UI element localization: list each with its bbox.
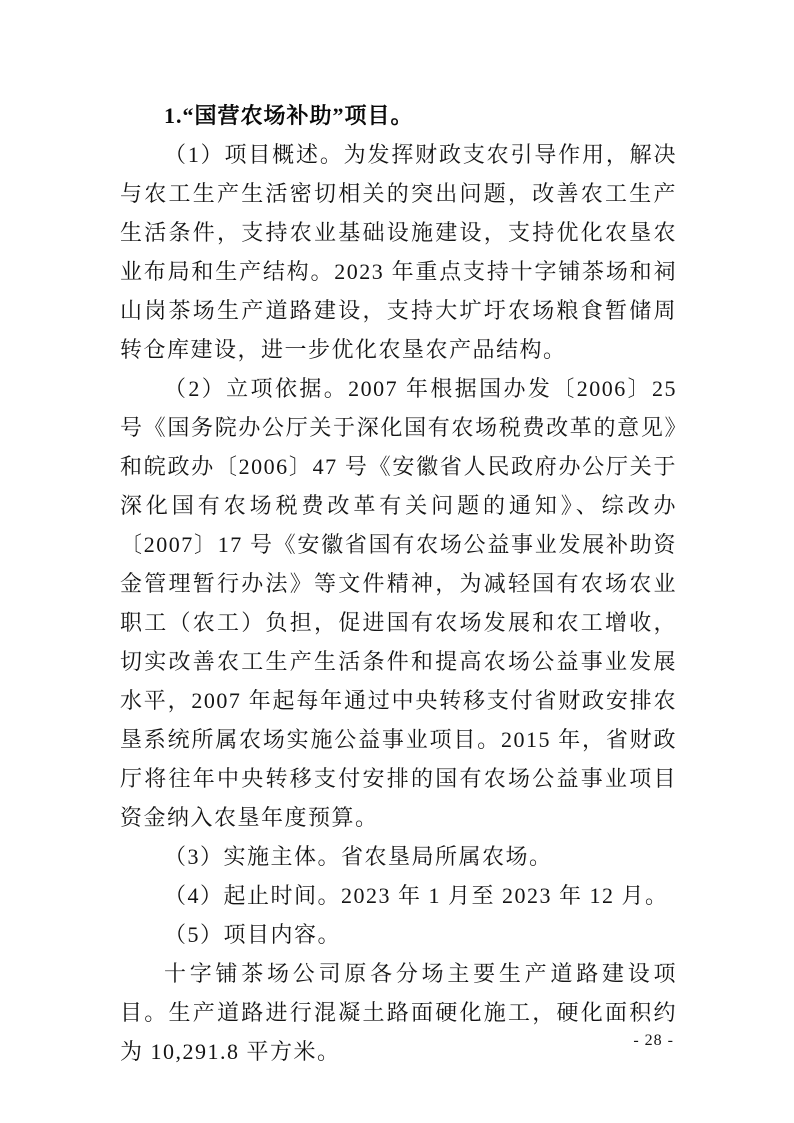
document-body: [120, 96, 677, 1071]
paragraph-time-period: （4）起止时间。2023 年 1 月至 2023 年 12 月。: [164, 883, 669, 908]
paragraph-project-overview: （1）项目概述。为发挥财政支农引导作用，解决与农工生产生活密切相关的突出问题，改善农工生产生活条件，支持农业基础设施建设，支持优化农垦农业布局和生产结构。2023 年重点支持十字铺茶场和祠山岗茶场生产道路建设，支持大圹圩农场粮食暂储周转仓库建设，进一步优化农垦农产品结构。: [120, 142, 677, 362]
paragraph-project-basis: （2）立项依据。2007 年根据国办发〔2006〕25 号《国务院办公厅关于深化国有农场税费改革的意见》和皖政办〔2006〕47 号《安徽省人民政府办公厅关于深化国有农场税费改革有关问题的通知》、综改办〔2007〕17 号《安徽省国有农场公益事业发展补助资金管理暂行办法》等文件精神，为减轻国有农场农业职工（农工）负担，促进国有农场发展和农工增收，切实改善农工生产生活条件和提高农场公益事业发展水平，2007 年起每年通过中央转移支付省财政安排农垦系统所属农场实施公益事业项目。2015 年，省财政厅将往年中央转移支付安排的国有农场公益事业项目资金纳入农垦年度预算。: [120, 376, 677, 830]
paragraph-implementing-entity: （3）实施主体。省农垦局所属农场。: [164, 844, 553, 869]
page-number: - 28 -: [633, 1032, 674, 1049]
section-heading: 1.“国营农场补助”项目。: [164, 103, 414, 128]
paragraph-project-content-detail: 十字铺茶场公司原各分场主要生产道路建设项目。生产道路进行混凝土路面硬化施工，硬化面积约为 10,291.8 平方米。: [120, 961, 677, 1064]
paragraph-project-content-label: （5）项目内容。: [164, 922, 342, 947]
